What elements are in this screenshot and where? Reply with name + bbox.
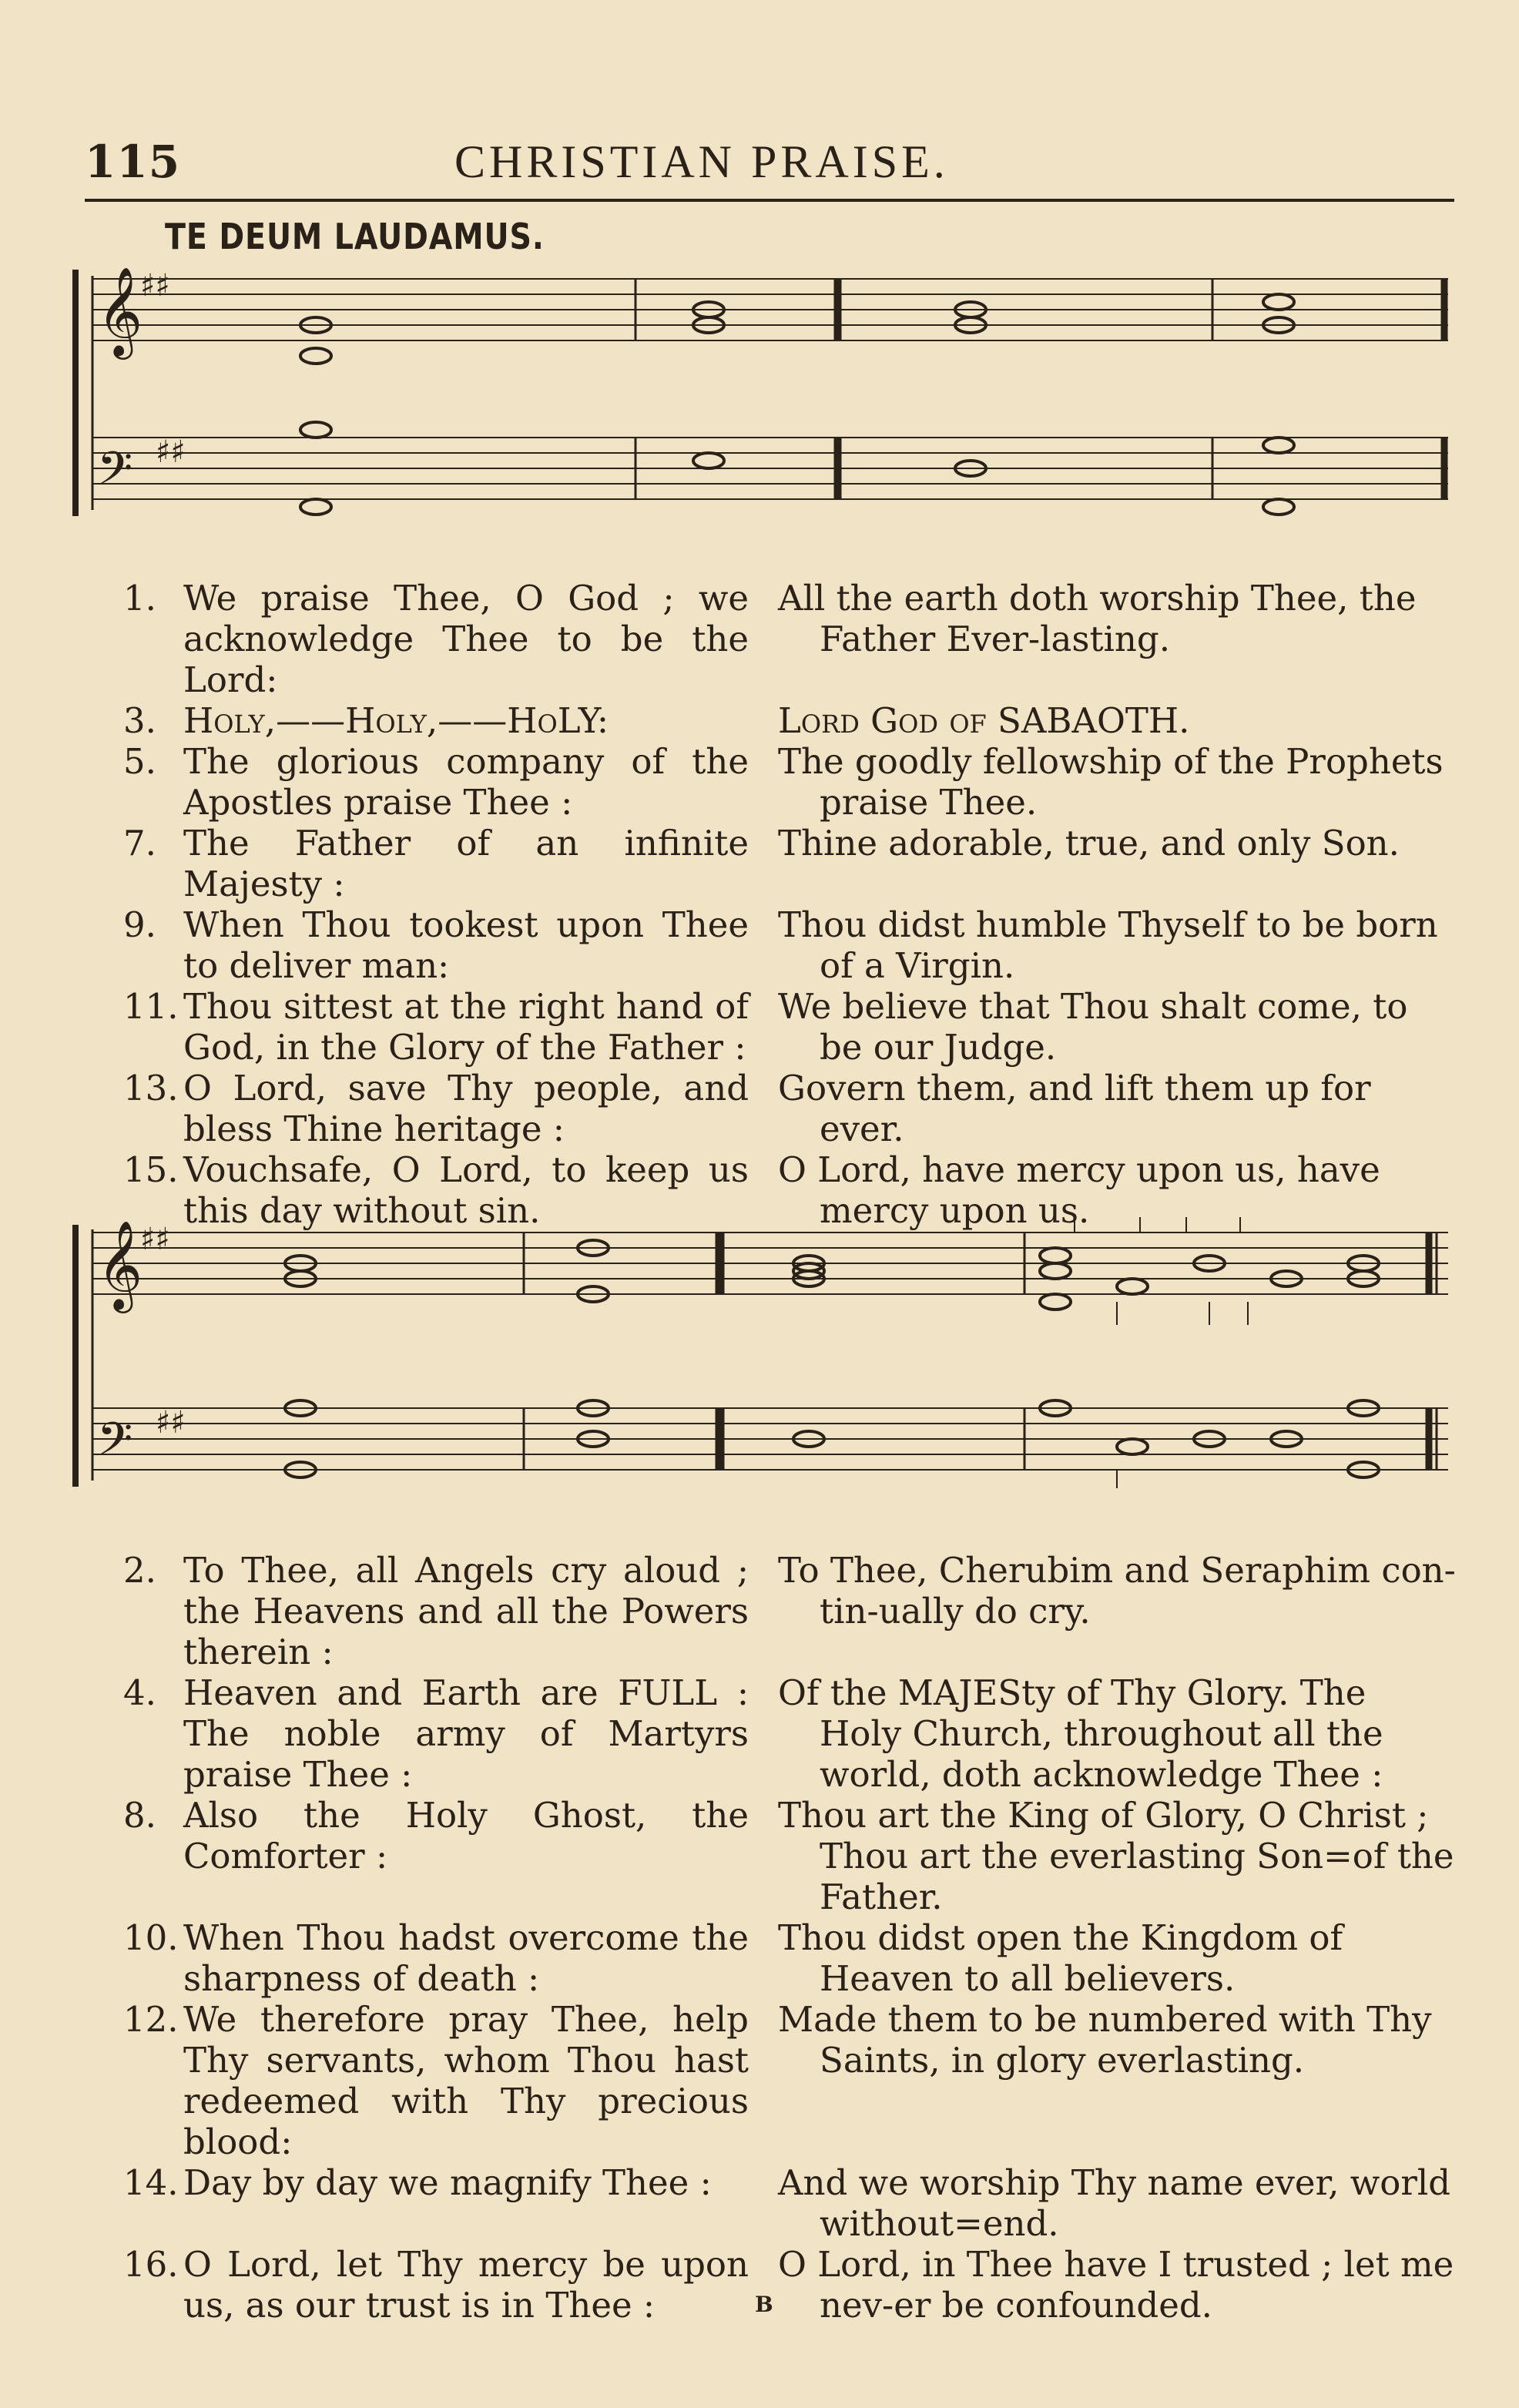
response-text: Lord God of SABAOTH. <box>778 700 1190 741</box>
verse-right <box>778 741 1456 823</box>
verse-number: 10. <box>123 1917 179 1958</box>
verse-left <box>123 1550 778 1672</box>
verse-text: We therefore pray Thee, help Thy servants, whom Thou hast redeemed with Thy precious blood: <box>183 1999 749 2162</box>
verse-number: 15. <box>123 1149 179 1190</box>
verse-left <box>123 700 778 741</box>
response-text: Thine adorable, true, and only Son. <box>778 823 1400 864</box>
chant-score-2 <box>69 1202 1456 1494</box>
verse-number: 13. <box>123 1068 179 1108</box>
verse-text: Day by day we magnify Thee : <box>183 2162 712 2203</box>
verse-row <box>123 986 1456 1068</box>
svg-text:𝄞: 𝄞 <box>97 1219 143 1310</box>
svg-text:♯♯: ♯♯ <box>140 268 170 304</box>
verse-row <box>123 1795 1456 1917</box>
verse-text: The glorious company of the Apostles praise Thee : <box>183 741 749 823</box>
verse-right <box>778 1999 1456 2162</box>
svg-text:♯♯: ♯♯ <box>140 1222 170 1257</box>
verse-row <box>123 1917 1456 1999</box>
verse-number: 9. <box>123 904 156 945</box>
verse-number: 3. <box>123 700 156 741</box>
verse-right <box>778 578 1456 700</box>
verse-left <box>123 823 778 904</box>
verse-number: 4. <box>123 1672 156 1713</box>
verse-text: Thou sittest at the right hand of God, in the Glory of the Father : <box>183 986 749 1068</box>
verse-left <box>123 1672 778 1795</box>
response-text: And we worship Thy name ever, world without=end. <box>778 2162 1451 2244</box>
chant-score-1 <box>69 262 1456 524</box>
verse-number: 7. <box>123 823 156 864</box>
verse-number: 16. <box>123 2244 179 2285</box>
verse-row <box>123 1550 1456 1672</box>
verse-number: 8. <box>123 1795 156 1836</box>
running-head: CHRISTIAN PRAISE. <box>454 136 949 187</box>
verse-left <box>123 578 778 700</box>
verse-right <box>778 1795 1456 1917</box>
verse-section-2 <box>123 1550 1456 2326</box>
response-text: Thou art the King of Glory, O Christ ; Thou art the everlasting Son=of the Father. <box>778 1795 1454 1917</box>
verse-right <box>778 1068 1456 1149</box>
verse-text: Also the Holy Ghost, the Comforter : <box>183 1795 749 1876</box>
verse-number: 11. <box>123 986 179 1027</box>
verse-row <box>123 904 1456 986</box>
verse-left <box>123 2244 778 2326</box>
page-number: 115 <box>85 136 181 188</box>
verse-text: Heaven and Earth are FULL : The noble army of Martyrs praise Thee : <box>183 1672 749 1795</box>
page-header <box>85 136 1453 189</box>
svg-text:♯♯: ♯♯ <box>156 434 186 470</box>
response-text: O Lord, in Thee have I trusted ; let me nev-er be confounded. <box>778 2244 1454 2326</box>
verse-number: 2. <box>123 1550 156 1591</box>
verse-right <box>778 904 1456 986</box>
verse-left <box>123 1795 778 1917</box>
verse-row <box>123 1068 1456 1149</box>
response-text: To Thee, Cherubim and Seraphim con-tin-ually do cry. <box>778 1550 1456 1632</box>
svg-text:𝄢: 𝄢 <box>97 441 133 506</box>
response-text: We believe that Thou shalt come, to be our Judge. <box>778 986 1408 1068</box>
verse-text: We praise Thee, O God ; we acknowledge Thee to be the Lord: <box>183 578 749 700</box>
verse-left <box>123 741 778 823</box>
verse-row <box>123 578 1456 700</box>
verse-right <box>778 2244 1456 2326</box>
verse-text: The Father of an infinite Majesty : <box>183 823 749 904</box>
verse-left <box>123 1917 778 1999</box>
verse-text: When Thou hadst overcome the sharpness of death : <box>183 1917 749 1999</box>
response-text: All the earth doth worship Thee, the Father Ever-lasting. <box>778 578 1417 659</box>
verse-number: 12. <box>123 1999 179 2040</box>
svg-text:𝄢: 𝄢 <box>97 1412 133 1477</box>
verse-number: 14. <box>123 2162 179 2203</box>
verse-row <box>123 1672 1456 1795</box>
verse-right <box>778 2162 1456 2244</box>
verse-row <box>123 700 1456 741</box>
response-text: Made them to be numbered with Thy Saints, in glory everlasting. <box>778 1999 1432 2081</box>
verse-left <box>123 1068 778 1149</box>
verse-row <box>123 2162 1456 2244</box>
verse-text: O Lord, let Thy mercy be upon us, as our trust is in Thee : <box>183 2244 749 2326</box>
verse-right <box>778 700 1456 741</box>
verse-left <box>123 1999 778 2162</box>
verse-number: 5. <box>123 741 156 782</box>
verse-right <box>778 823 1456 904</box>
verse-right <box>778 1672 1456 1795</box>
svg-text:♯♯: ♯♯ <box>156 1405 186 1440</box>
verse-row <box>123 2244 1456 2326</box>
header-rule <box>85 199 1454 202</box>
verse-row <box>123 823 1456 904</box>
response-text: O Lord, have mercy upon us, have mercy upon us. <box>778 1149 1380 1231</box>
chant-score-2-svg <box>69 1202 1456 1494</box>
verse-left <box>123 986 778 1068</box>
verse-number: 1. <box>123 578 156 619</box>
svg-text:𝄞: 𝄞 <box>97 266 143 356</box>
verse-row <box>123 741 1456 823</box>
response-text: Thou didst humble Thyself to be born of a Virgin. <box>778 904 1438 986</box>
signature-mark: B <box>755 2292 773 2317</box>
response-text: The goodly fellowship of the Prophets praise Thee. <box>778 741 1444 823</box>
verse-left <box>123 2162 778 2244</box>
verse-text: Holy,——Holy,——HoLY: <box>183 700 609 741</box>
verse-text: Vouchsafe, O Lord, to keep us this day without sin. <box>183 1149 749 1231</box>
verse-row <box>123 1999 1456 2162</box>
verse-text: When Thou tookest upon Thee to deliver man: <box>183 904 749 986</box>
verse-section-1 <box>123 578 1456 1231</box>
response-text: Govern them, and lift them up for ever. <box>778 1068 1371 1149</box>
verse-right <box>778 1550 1456 1672</box>
verse-text: To Thee, all Angels cry aloud ; the Heavens and all the Powers therein : <box>183 1550 749 1672</box>
verse-text: O Lord, save Thy people, and bless Thine heritage : <box>183 1068 749 1149</box>
response-text: Thou didst open the Kingdom of Heaven to all believers. <box>778 1917 1343 1999</box>
chant-score-1-svg <box>69 262 1456 524</box>
chant-title: TE DEUM LAUDAMUS. <box>165 216 545 257</box>
verse-left <box>123 904 778 986</box>
verse-right <box>778 986 1456 1068</box>
response-text: Of the MAJESty of Thy Glory. The Holy Church, throughout all the world, doth acknowledge Thee : <box>778 1672 1383 1795</box>
verse-right <box>778 1917 1456 1999</box>
